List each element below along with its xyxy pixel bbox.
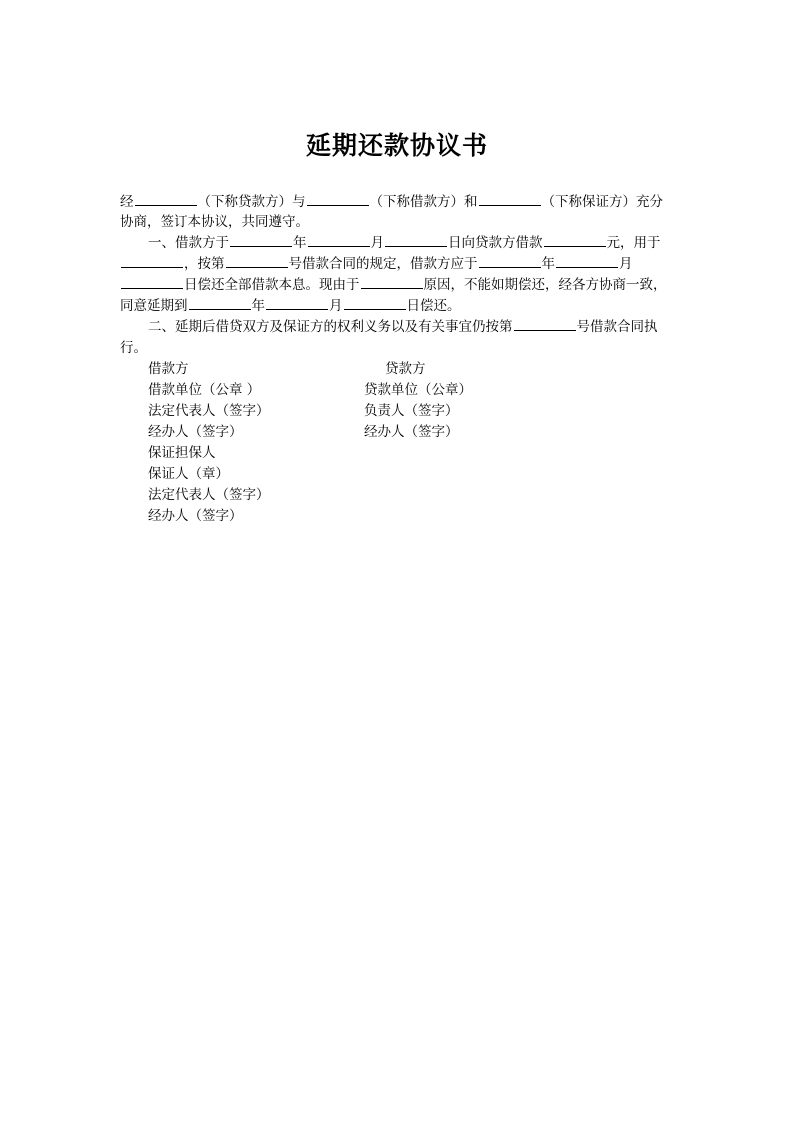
clause-text: 日向贷款方借款 [448, 235, 543, 251]
due-day-blank[interactable] [121, 275, 183, 289]
clause-text: 月 [329, 298, 343, 314]
clause-text: 年 [251, 298, 265, 314]
lender-agent-signature: 经办人（签字） [364, 424, 459, 440]
guarantor-legal-rep-signature: 法定代表人（签字） [148, 487, 270, 503]
lender-unit-seal: 贷款单位（公章） [364, 382, 472, 398]
clause1-line-4 [120, 296, 461, 316]
clause2-line-2: 行。 [120, 340, 147, 356]
borrower-name-blank[interactable] [307, 192, 369, 206]
clause-text: 月 [619, 256, 633, 272]
purpose-blank[interactable] [121, 254, 183, 268]
clause-text: ，按第 [184, 256, 225, 272]
borrow-day-blank[interactable] [385, 233, 447, 247]
extended-day-blank[interactable] [344, 296, 406, 310]
clause1-line-1 [148, 233, 661, 253]
guarantor-agent-signature: 经办人（签字） [148, 508, 243, 524]
clause-text: 日偿还全部借款本息。现由于 [184, 277, 360, 293]
clause-text: 月 [370, 235, 384, 251]
intro-text: （下称借款方）和 [369, 194, 478, 210]
due-year-blank[interactable] [479, 254, 541, 268]
clause-text: 日偿还。 [406, 298, 461, 314]
clause-text: 二、延期后借贷双方及保证方的权利义务以及有关事宜仍按第 [148, 319, 513, 335]
clause-text: 年 [541, 256, 555, 272]
clause1-line-2 [120, 254, 633, 274]
clause-text: 号借款合同执 [576, 319, 658, 335]
amount-blank[interactable] [544, 233, 606, 247]
intro-text: （下称贷款方）与 [197, 194, 306, 210]
extended-year-blank[interactable] [189, 296, 251, 310]
clause-text: 一、借款方于 [148, 235, 229, 251]
borrower-agent-signature: 经办人（签字） [148, 424, 243, 440]
intro-text: （下称保证方）充分 [541, 194, 663, 210]
clause-text: 同意延期到 [120, 298, 188, 314]
guarantor-seal: 保证人（章） [148, 466, 229, 482]
intro-line-2: 协商，签订本协议，共同遵守。 [120, 214, 309, 230]
lender-name-blank[interactable] [135, 192, 197, 206]
intro-text: 经 [120, 194, 134, 210]
clause2-contract-number-blank[interactable] [514, 317, 576, 331]
page-title: 延期还款协议书 [305, 131, 488, 160]
clause-text: 年 [293, 235, 307, 251]
clause1-line-3 [120, 275, 667, 295]
borrow-year-blank[interactable] [230, 233, 292, 247]
borrower-legal-rep-signature: 法定代表人（签字） [148, 403, 270, 419]
borrow-month-blank[interactable] [308, 233, 370, 247]
reason-blank[interactable] [361, 275, 423, 289]
guarantor-name-blank[interactable] [479, 192, 541, 206]
borrower-unit-seal: 借款单位（公章 ） [148, 382, 261, 398]
clause2-line-1 [148, 317, 658, 337]
lender-responsible-signature: 负责人（签字） [364, 403, 459, 419]
contract-number-blank[interactable] [226, 254, 288, 268]
due-month-blank[interactable] [556, 254, 618, 268]
clause-text: 元，用于 [606, 235, 661, 251]
guarantor-header: 保证担保人 [148, 445, 216, 461]
clause-text: 号借款合同的规定，借款方应于 [288, 256, 478, 272]
extended-month-blank[interactable] [266, 296, 328, 310]
lender-header: 贷款方 [385, 361, 426, 377]
clause-text: 原因，不能如期偿还，经各方协商一致， [423, 277, 667, 293]
borrower-header: 借款方 [148, 361, 189, 377]
intro-line-1 [120, 192, 663, 212]
